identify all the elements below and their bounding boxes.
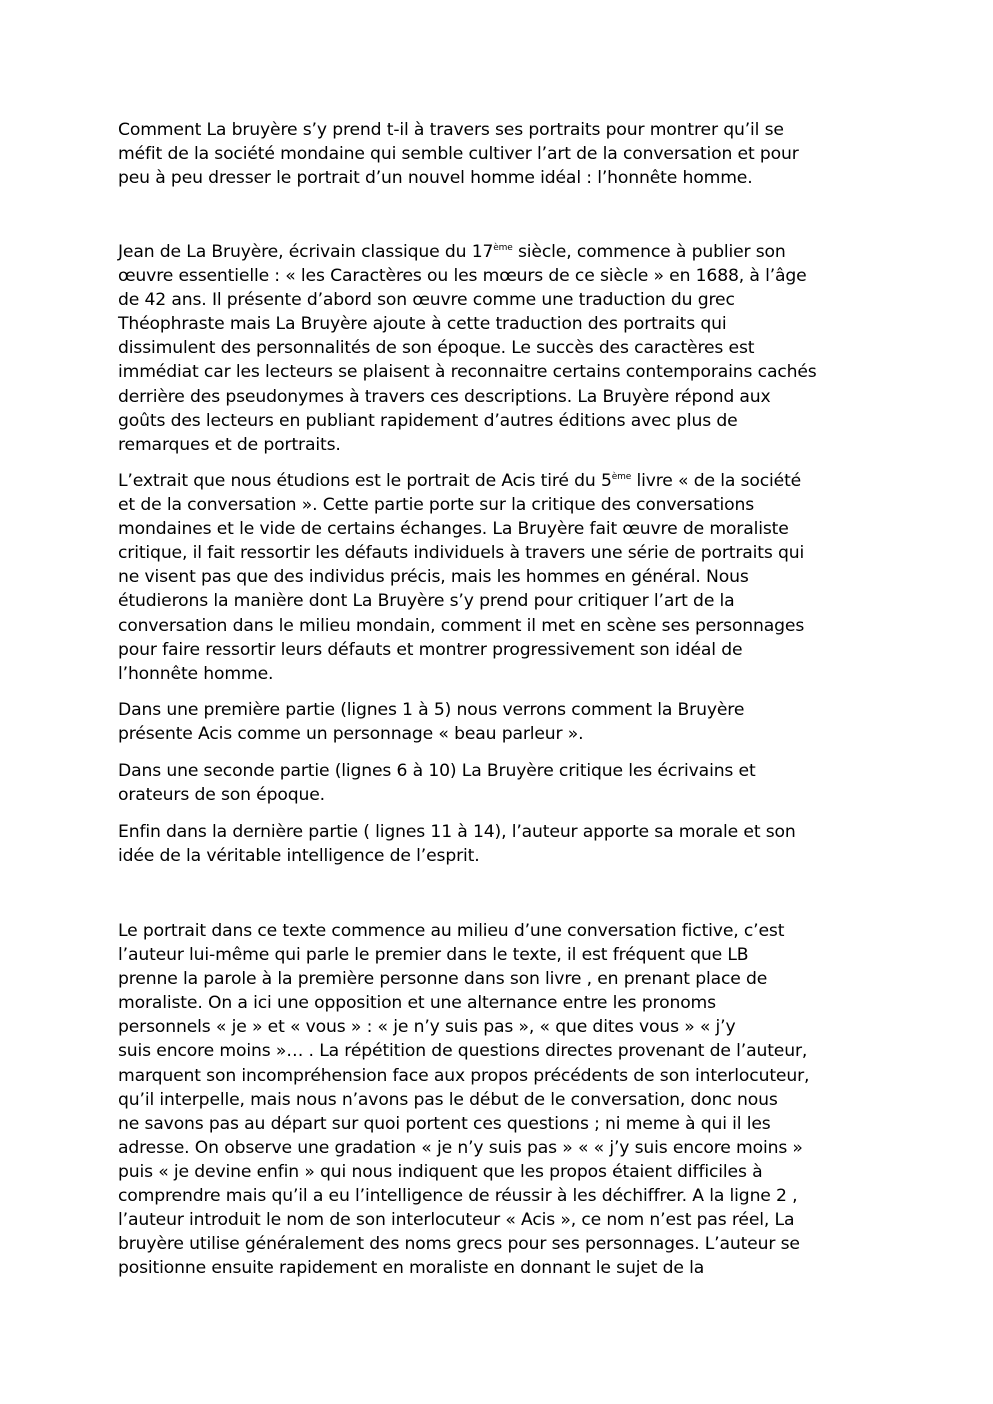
text-line: idée de la véritable intelligence de l’esprit. xyxy=(118,846,480,867)
text-line: de 42 ans. Il présente d’abord son œuvre comme une traduction du grec xyxy=(118,290,735,311)
text-line: personnels « je » et « vous » : « je n’y suis pas », « que dites vous » « j’y xyxy=(118,1017,736,1038)
problematic-question xyxy=(118,118,799,190)
text-line: méfit de la société mondaine qui semble cultiver l’art de la conversation et pour xyxy=(118,144,799,165)
text-line: l’honnête homme. xyxy=(118,663,274,684)
text-line: étudierons la manière dont La Bruyère s’y prend pour critiquer l’art de la xyxy=(118,591,735,612)
text-line: Le portrait dans ce texte commence au milieu d’une conversation fictive, c’est xyxy=(118,921,785,941)
text-line: remarques et de portraits. xyxy=(118,434,341,455)
text-line: l’auteur introduit le nom de son interlocuteur « Acis », ce nom n’est pas réel, La xyxy=(118,1210,795,1231)
superscript: ème xyxy=(611,472,632,482)
text-line: l’auteur lui-même qui parle le premier dans le texte, il est fréquent que LB xyxy=(118,945,749,966)
text-line: marquent son incompréhension face aux propos précédents de son interlocuteur, xyxy=(118,1065,810,1086)
text-line: Jean de La Bruyère, écrivain classique du 17ème siècle, commence à publier son xyxy=(118,242,786,262)
text-line: critique, il fait ressortir les défauts individuels à travers une série de portraits qui xyxy=(118,543,805,564)
text-line: immédiat car les lecteurs se plaisent à reconnaitre certains contemporains cachés xyxy=(118,362,817,383)
text-line: conversation dans le milieu mondain, comment il met en scène ses personnages xyxy=(118,615,805,636)
text-line: adresse. On observe une gradation « je n’y suis pas » « « j’y suis encore moins » xyxy=(118,1137,803,1158)
text-line: et de la conversation ». Cette partie porte sur la critique des conversations xyxy=(118,495,755,516)
text-line: puis « je devine enfin » qui nous indiquent que les propos étaient difficiles à xyxy=(118,1161,763,1182)
introduction-paragraph xyxy=(118,240,817,457)
text-line: Dans une seconde partie (lignes 6 à 10) La Bruyère critique les écrivains et xyxy=(118,761,756,781)
text-line: ne savons pas au départ sur quoi portent ces questions ; ni meme à qui il les xyxy=(118,1113,771,1134)
text-line: prenne la parole à la première personne dans son livre , en prenant place de xyxy=(118,969,768,990)
text-line: peu à peu dresser le portrait d’un nouvel homme idéal : l’honnête homme. xyxy=(118,168,753,189)
extract-paragraph xyxy=(118,469,804,686)
superscript: ème xyxy=(493,243,513,253)
plan-part-3 xyxy=(118,820,796,868)
text-line: Comment La bruyère s’y prend t-il à travers ses portraits pour montrer qu’il se xyxy=(118,120,784,140)
text-line: Dans une première partie (lignes 1 à 5) nous verrons comment la Bruyère xyxy=(118,700,745,720)
text-line: bruyère utilise généralement des noms grecs pour ses personnages. L’auteur se xyxy=(118,1234,800,1255)
text-line: mondaines et le vide de certains échanges. La Bruyère fait œuvre de moraliste xyxy=(118,519,789,540)
text-line: suis encore moins »… . La répétition de questions directes provenant de l’auteur, xyxy=(118,1041,808,1062)
text-line: orateurs de son époque. xyxy=(118,785,325,806)
text-line: qu’il interpelle, mais nous n’avons pas le début de le conversation, donc nous xyxy=(118,1089,778,1110)
text-line: L’extrait que nous étudions est le portrait de Acis tiré du 5ème livre « de la société xyxy=(118,471,802,491)
plan-part-1 xyxy=(118,698,744,746)
text-line: pour faire ressortir leurs défauts et montrer progressivement son idéal de xyxy=(118,639,743,660)
text-line: goûts des lecteurs en publiant rapidement d’autres éditions avec plus de xyxy=(118,410,738,431)
text-line: Théophraste mais La Bruyère ajoute à cette traduction des portraits qui xyxy=(118,314,727,335)
text-line: Enfin dans la dernière partie ( lignes 11 à 14), l’auteur apporte sa morale et son xyxy=(118,822,796,842)
text-line: présente Acis comme un personnage « beau parleur ». xyxy=(118,724,584,745)
text-line: comprendre mais qu’il a eu l’intelligence de réussir à les déchiffrer. A la ligne 2 , xyxy=(118,1186,798,1207)
text-line: moraliste. On a ici une opposition et une alternance entre les pronoms xyxy=(118,993,716,1014)
text-line: œuvre essentielle : « les Caractères ou les mœurs de ce siècle » en 1688, à l’âge xyxy=(118,266,807,287)
text-line: ne visent pas que des individus précis, mais les hommes en général. Nous xyxy=(118,567,749,588)
text-line: positionne ensuite rapidement en moraliste en donnant le sujet de la xyxy=(118,1258,705,1279)
text-line: derrière des pseudonymes à travers ces descriptions. La Bruyère répond aux xyxy=(118,386,771,407)
plan-part-2 xyxy=(118,759,756,807)
text-line: dissimulent des personnalités de son époque. Le succès des caractères est xyxy=(118,338,755,359)
analysis-paragraph xyxy=(118,919,809,1280)
